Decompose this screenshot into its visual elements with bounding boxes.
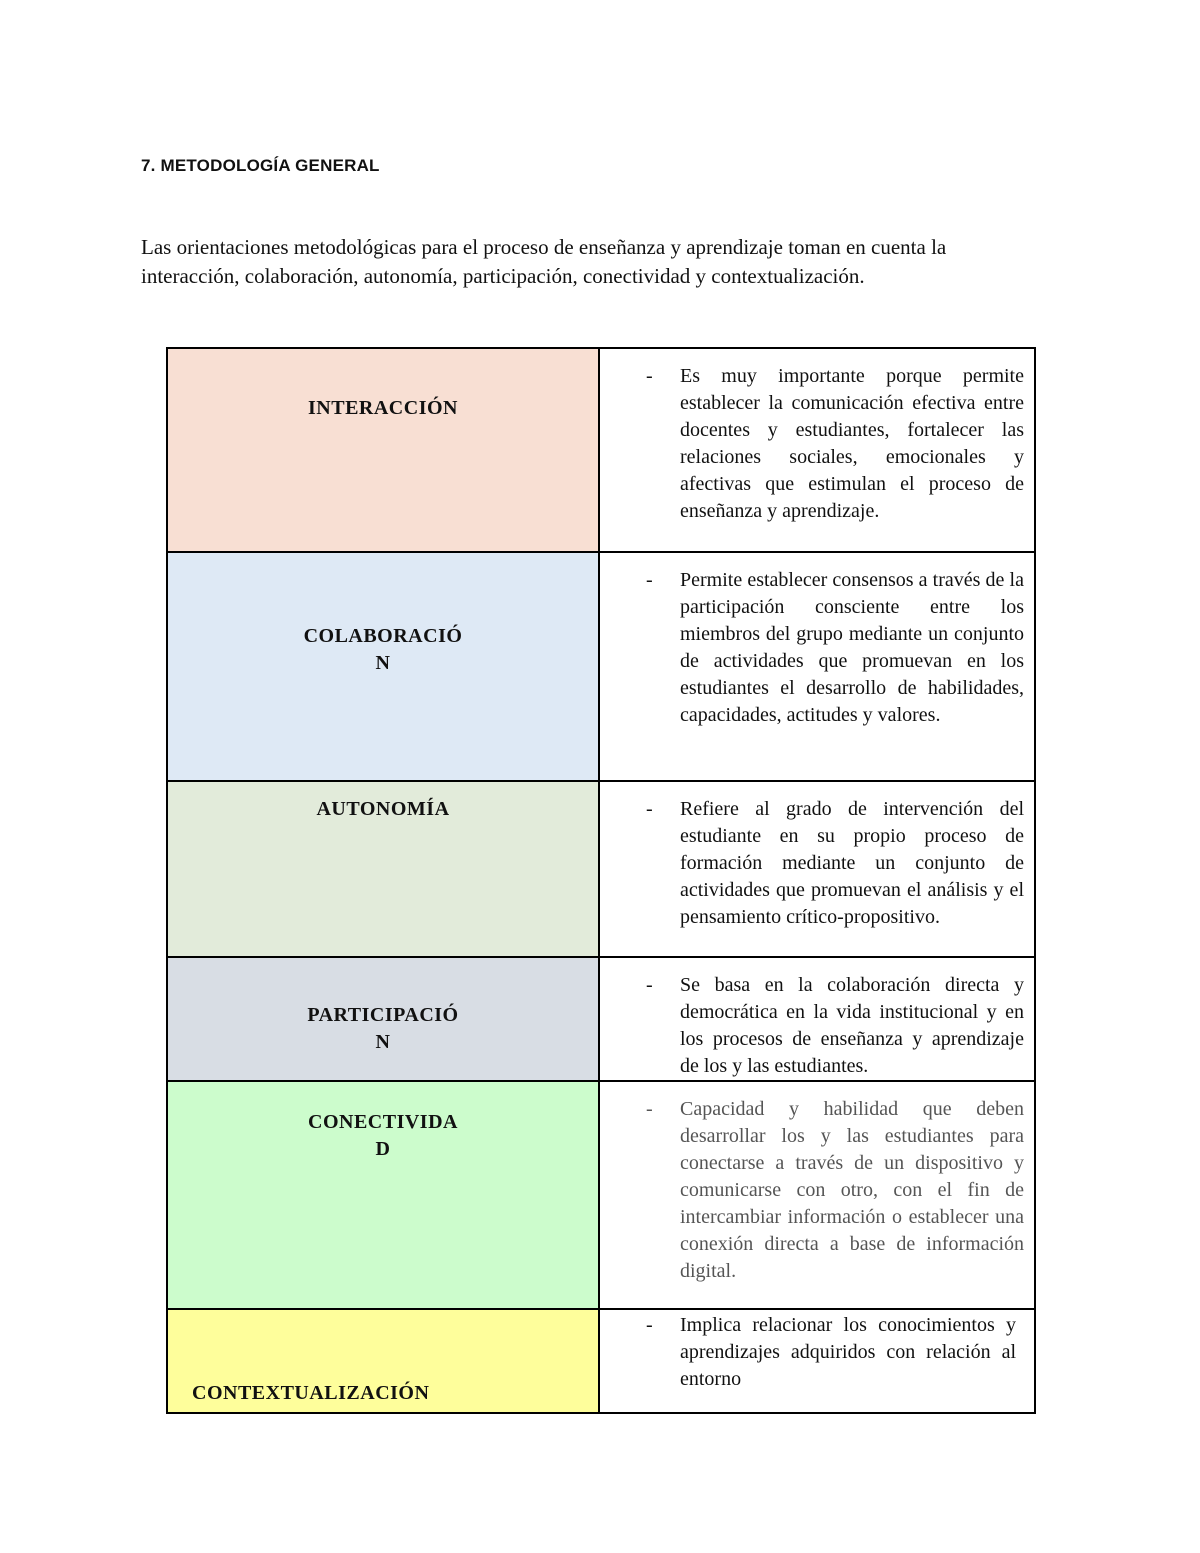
description-cell bbox=[599, 348, 1035, 552]
label-line-1: PARTICIPACIÓ bbox=[307, 1004, 459, 1026]
label-cell bbox=[167, 781, 599, 957]
label-cell bbox=[167, 1081, 599, 1309]
label-line-1: CONTEXTUALIZACIÓN bbox=[192, 1382, 430, 1404]
intro-line-2: interacción, colaboración, autonomía, participación, conectividad y contextualización. bbox=[141, 264, 865, 288]
label-line-1: INTERACCIÓN bbox=[308, 397, 458, 419]
bullet-dash: - bbox=[646, 798, 653, 820]
bullet-dash: - bbox=[646, 1314, 653, 1336]
label-line-2: N bbox=[375, 652, 391, 674]
intro-line-1: Las orientaciones metodológicas para el proceso de enseñanza y aprendizaje toman en cuenta la bbox=[141, 235, 947, 259]
description-cell bbox=[599, 781, 1035, 957]
bullet-dash: - bbox=[646, 569, 653, 591]
methodology-table bbox=[166, 347, 1036, 1414]
description-text: Permite establecer consensos a través de la participación consciente entre los miembros del grupo mediante un conjunto de actividades que promuevan en los estudiantes el desarrollo de habilidades, capacidades, actitudes y valores. bbox=[680, 569, 1024, 726]
description-text: Refiere al grado de intervención del estudiante en su propio proceso de formación mediante un conjunto de actividades que promuevan el análisis y el pensamiento crítico-propositivo. bbox=[680, 798, 1024, 928]
label-cell bbox=[167, 348, 599, 552]
table-row-interaccion bbox=[167, 348, 1035, 552]
bullet-dash: - bbox=[646, 365, 653, 387]
table-row-contextualizacion bbox=[167, 1309, 1035, 1413]
label-line-1: AUTONOMÍA bbox=[316, 798, 450, 820]
label-cell bbox=[167, 1309, 599, 1413]
description-cell bbox=[599, 957, 1035, 1081]
intro-paragraph bbox=[141, 233, 1061, 291]
label-line-2: D bbox=[375, 1138, 391, 1160]
label-line-2: N bbox=[375, 1031, 391, 1053]
section-heading: 7. METODOLOGÍA GENERAL bbox=[141, 156, 380, 175]
description-cell bbox=[599, 552, 1035, 781]
table-row-colaboracion bbox=[167, 552, 1035, 781]
description-text: Capacidad y habilidad que deben desarrollar los y las estudiantes para conectarse a través de un dispositivo y comunicarse con otro, con el fin de intercambiar información o establecer una conexión directa a base de información digital. bbox=[680, 1098, 1024, 1282]
description-text: Se basa en la colaboración directa y democrática en la vida institucional y en los procesos de enseñanza y aprendizaje de los y las estudiantes. bbox=[680, 974, 1024, 1077]
description-text: Es muy importante porque permite establecer la comunicación efectiva entre docentes y estudiantes, fortalecer las relaciones sociales, emocionales y afectivas que estimulan el proceso de enseñanza y aprendizaje. bbox=[680, 365, 1024, 522]
bullet-dash: - bbox=[646, 974, 653, 996]
table-row-autonomia bbox=[167, 781, 1035, 957]
label-line-1: CONECTIVIDA bbox=[308, 1111, 458, 1133]
description-cell bbox=[599, 1309, 1035, 1413]
label-cell bbox=[167, 552, 599, 781]
table-row-participacion bbox=[167, 957, 1035, 1081]
description-text: Implica relacionar los conocimientos y aprendizajes adquiridos con relación al entorno bbox=[680, 1314, 1016, 1390]
bullet-dash: - bbox=[646, 1098, 653, 1120]
description-cell bbox=[599, 1081, 1035, 1309]
label-cell bbox=[167, 957, 599, 1081]
label-line-1: COLABORACIÓ bbox=[303, 625, 463, 647]
table-row-conectividad bbox=[167, 1081, 1035, 1309]
